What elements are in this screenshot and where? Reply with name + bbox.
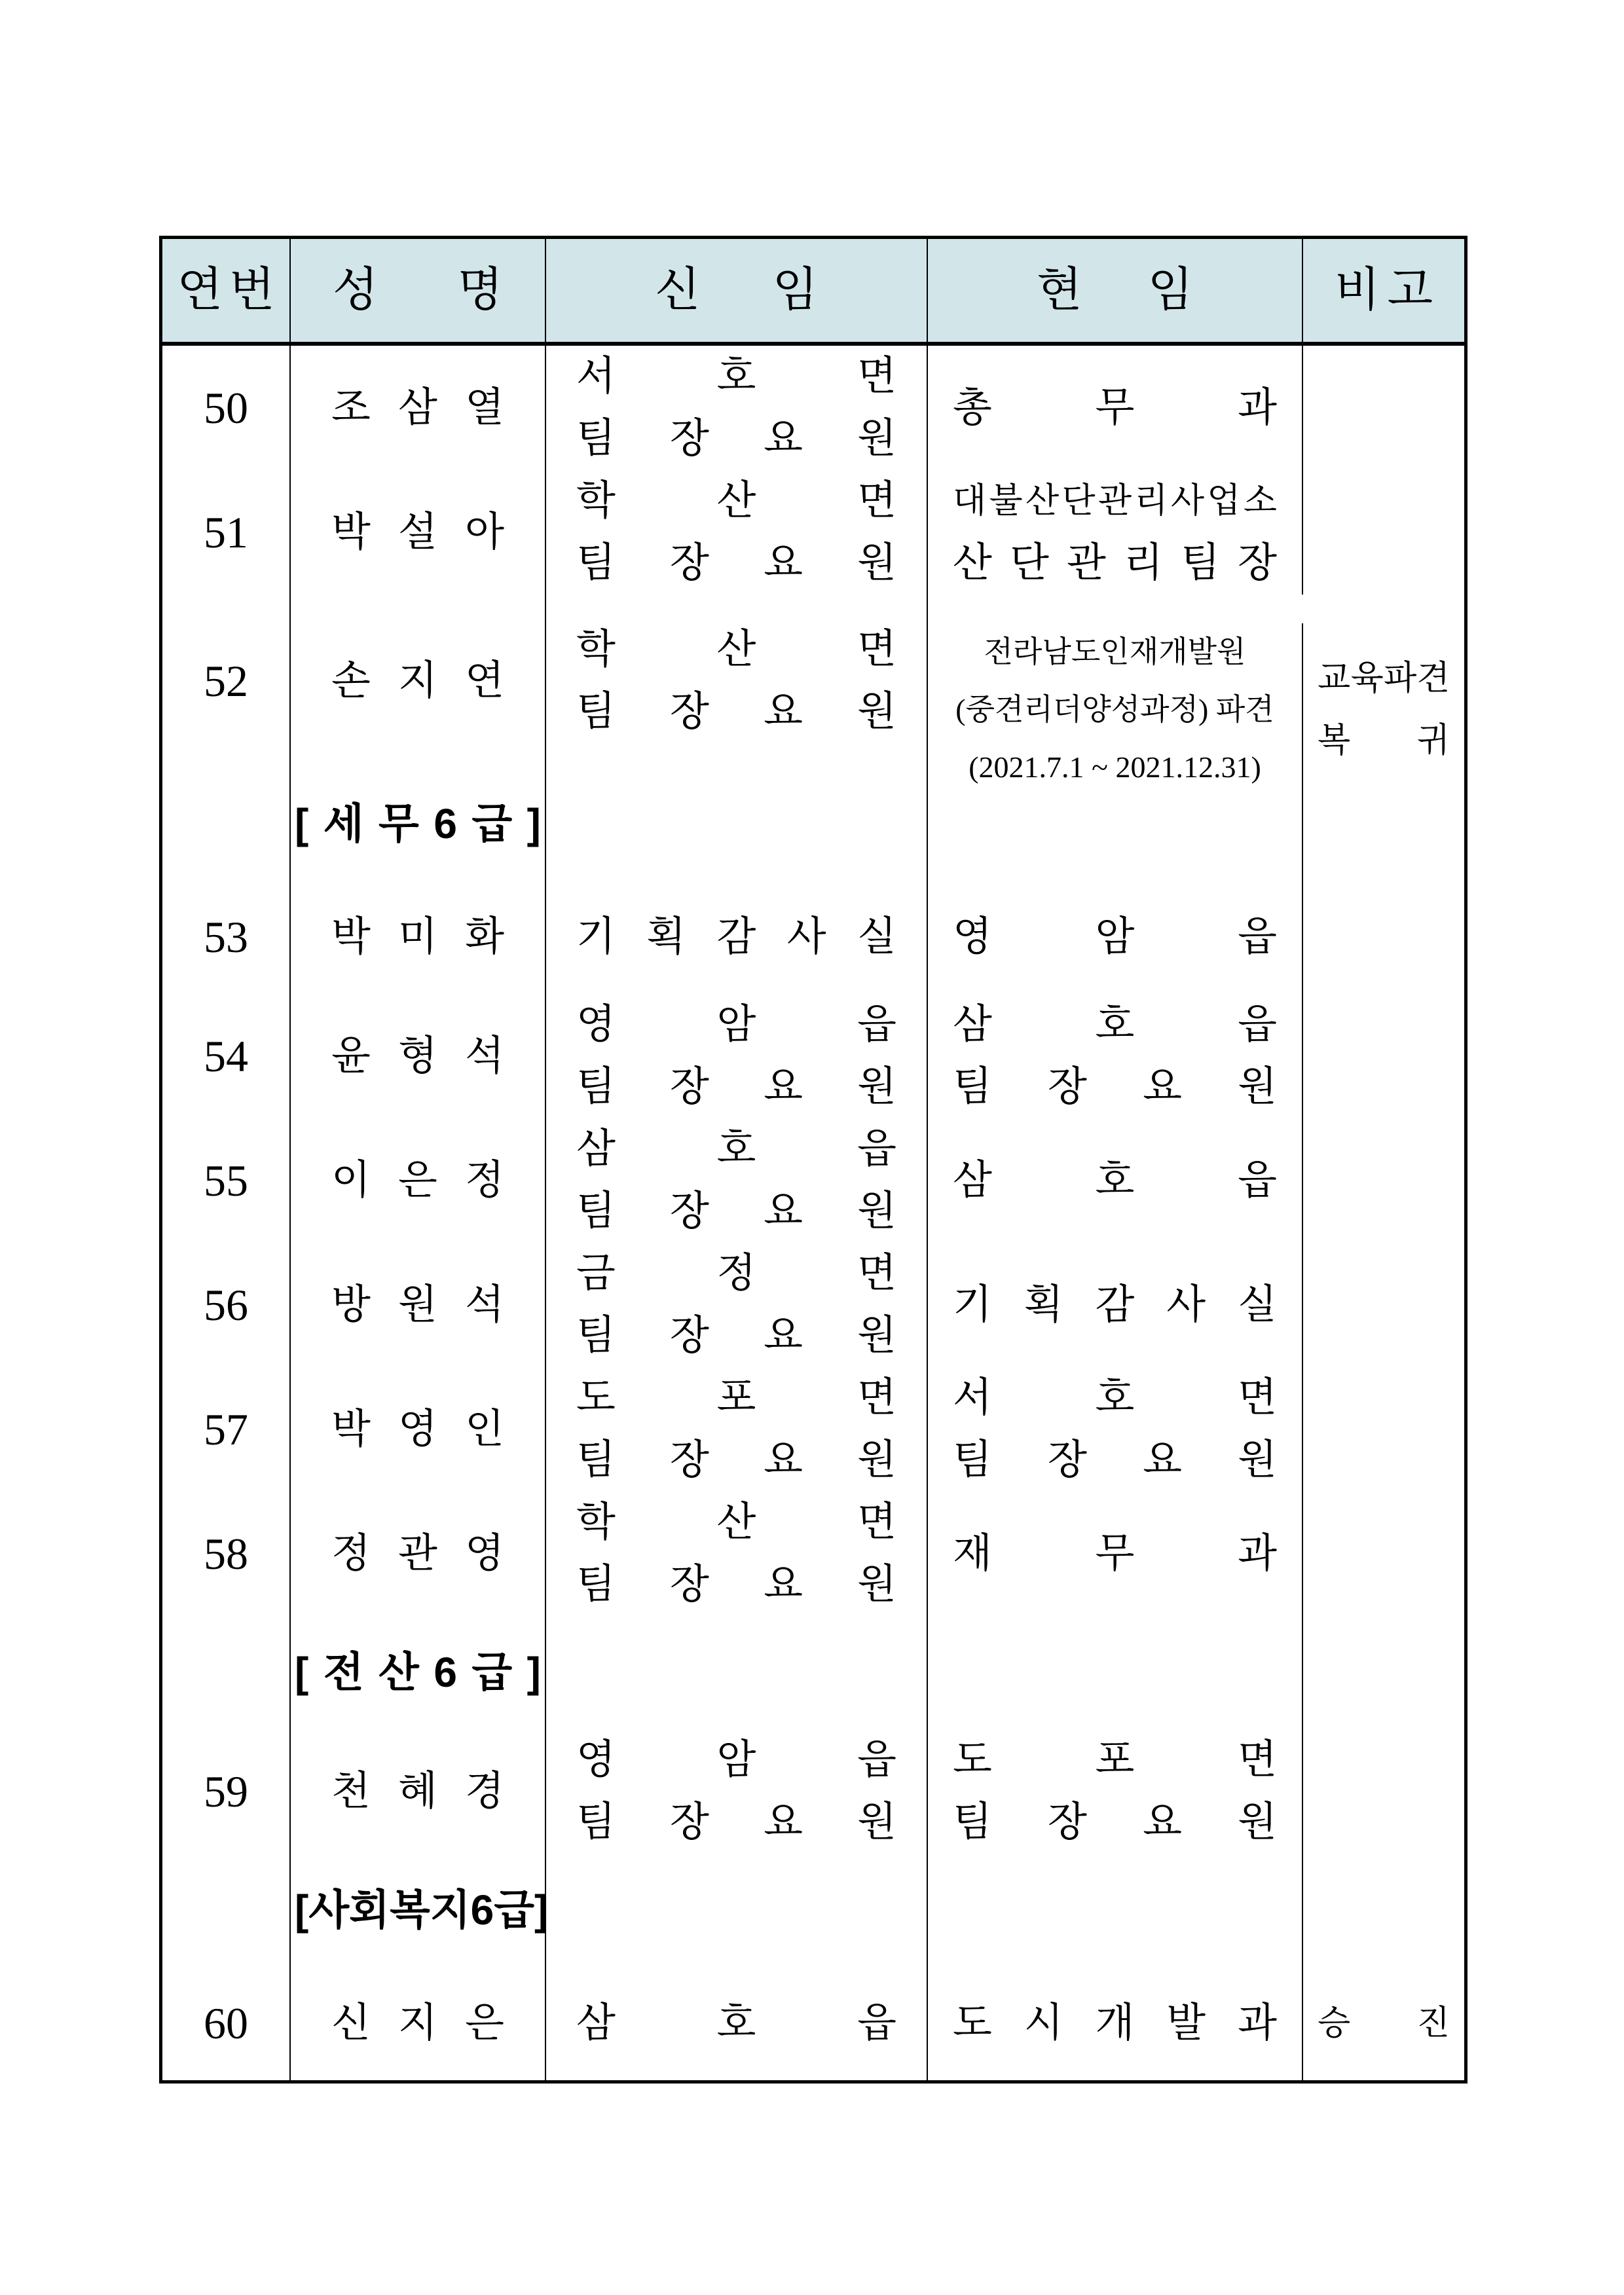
row-number: 54 <box>204 1031 248 1081</box>
cell-current-position <box>928 1243 1303 1367</box>
row-number: 50 <box>204 382 248 433</box>
cell-current-position <box>928 1967 1303 2080</box>
new-position-line: 학 산 면 <box>576 1500 896 1545</box>
new-position-line: 학 산 면 <box>576 479 896 523</box>
new-position-line: 기 획 감 사 실 <box>576 915 896 959</box>
cell-no <box>162 1729 291 1854</box>
section-label: [ 전 산 6 급 ] <box>295 1649 541 1696</box>
person-name: 박 미 화 <box>331 915 504 959</box>
person-name: 윤 형 석 <box>331 1033 504 1078</box>
cell-no <box>162 994 291 1118</box>
cell-name <box>291 767 546 881</box>
new-position-line: 서 호 면 <box>576 354 896 399</box>
header-cell-name <box>291 239 546 346</box>
cell-new-position <box>546 1854 928 1967</box>
new-position-line: 삼 호 읍 <box>576 2001 896 2046</box>
cell-current-position <box>928 1616 1303 1729</box>
person-name: 정 관 영 <box>331 1531 504 1576</box>
cell-note <box>1303 470 1464 595</box>
person-name: 이 은 정 <box>331 1158 504 1203</box>
new-position-line: 팀 장 요 원 <box>576 1065 896 1109</box>
current-position-line: 팀 장 요 원 <box>953 1438 1277 1482</box>
cell-name <box>291 881 546 994</box>
cell-current-position <box>928 623 1303 796</box>
cell-note <box>1303 1967 1464 2080</box>
new-position-line: 학 산 면 <box>576 627 896 672</box>
current-position-line: 산 단 관 리 팀 장 <box>953 541 1277 585</box>
current-position-line: 도 시 개 발 과 <box>953 2001 1277 2046</box>
row-number: 58 <box>204 1528 248 1579</box>
person-name: 박 설 아 <box>331 509 504 555</box>
new-position-line: 금 정 면 <box>576 1251 896 1296</box>
new-position-line: 영 암 읍 <box>576 1002 896 1047</box>
current-position-line: (2021.7.1 ~ 2021.12.31) <box>969 750 1261 784</box>
cell-current-position <box>928 1854 1303 1967</box>
cell-new-position <box>546 1243 928 1367</box>
cell-current-position <box>928 881 1303 994</box>
cell-current-position <box>928 994 1303 1118</box>
new-position-line: 영 암 읍 <box>576 1738 896 1782</box>
current-position-line: (중견리더양성과정) 파견 <box>955 693 1274 726</box>
cell-no <box>162 767 291 881</box>
row-number: 55 <box>204 1155 248 1205</box>
current-position-line: 도 포 면 <box>953 1738 1277 1782</box>
new-position-line: 도 포 면 <box>576 1376 896 1420</box>
new-position-line: 팀 장 요 원 <box>576 1438 896 1482</box>
cell-note <box>1303 881 1464 994</box>
cell-name <box>291 470 546 595</box>
header-cell-no <box>162 239 291 346</box>
current-position-line: 총 무 과 <box>953 385 1277 430</box>
cell-no <box>162 1616 291 1729</box>
cell-no <box>162 470 291 595</box>
cell-current-position <box>928 470 1303 595</box>
row-number: 51 <box>204 507 248 557</box>
person-name: 박 영 인 <box>331 1406 504 1452</box>
cell-note <box>1303 346 1464 470</box>
person-name: 방 원 석 <box>331 1282 504 1327</box>
person-name: 손 지 연 <box>331 658 504 703</box>
current-position-line: 팀 장 요 원 <box>953 1800 1277 1845</box>
current-position-line: 전라남도인재개발원 <box>984 635 1246 669</box>
new-position-line: 팀 장 요 원 <box>576 1313 896 1358</box>
cell-name <box>291 1616 546 1729</box>
note-line: 교 육 파 견 <box>1318 660 1450 697</box>
row-number: 59 <box>204 1766 248 1816</box>
header-cell-new-position <box>546 239 928 346</box>
current-position-line: 대 불 산 단 관 리 사 업 소 <box>953 482 1277 520</box>
cell-no <box>162 1118 291 1243</box>
cell-note <box>1303 1729 1464 1854</box>
header-label-no: 연 번 <box>177 264 275 316</box>
cell-new-position <box>546 1118 928 1243</box>
note-line: 승 진 <box>1318 2005 1450 2042</box>
cell-current-position <box>928 346 1303 470</box>
current-position-line: 영 암 읍 <box>953 915 1277 959</box>
current-position-line: 삼 호 읍 <box>953 1158 1277 1203</box>
cell-name <box>291 994 546 1118</box>
row-number: 57 <box>204 1404 248 1454</box>
section-label: [ 사 회 복 지 6 급 ] <box>295 1886 549 1934</box>
new-position-line: 팀 장 요 원 <box>576 541 896 585</box>
cell-new-position <box>546 346 928 470</box>
cell-new-position <box>546 881 928 994</box>
new-position-line: 팀 장 요 원 <box>576 1562 896 1607</box>
cell-note <box>1303 1243 1464 1367</box>
person-name: 신 지 은 <box>331 2001 504 2046</box>
cell-no <box>162 1492 291 1616</box>
cell-current-position <box>928 1492 1303 1616</box>
cell-name <box>291 1243 546 1367</box>
cell-new-position <box>546 1492 928 1616</box>
section-label: [ 세 무 6 급 ] <box>295 800 541 847</box>
cell-no <box>162 595 291 767</box>
cell-new-position <box>546 470 928 595</box>
cell-note <box>1303 1118 1464 1243</box>
cell-current-position <box>928 1118 1303 1243</box>
cell-no <box>162 881 291 994</box>
new-position-line: 팀 장 요 원 <box>576 1800 896 1845</box>
person-name: 천 혜 경 <box>331 1769 504 1814</box>
cell-name <box>291 1367 546 1492</box>
header-label-current-position: 현 임 <box>1037 264 1193 316</box>
current-position-line: 팀 장 요 원 <box>953 1065 1277 1109</box>
header-label-note: 비 고 <box>1335 264 1433 316</box>
cell-new-position <box>546 1729 928 1854</box>
cell-name <box>291 1967 546 2080</box>
cell-name <box>291 595 546 767</box>
header-cell-note <box>1303 239 1464 346</box>
cell-new-position <box>546 595 928 767</box>
person-name: 조 삼 열 <box>331 385 504 430</box>
row-number: 53 <box>204 912 248 962</box>
cell-no <box>162 1243 291 1367</box>
cell-note <box>1303 623 1464 796</box>
header-label-new-position: 신 임 <box>655 264 818 316</box>
current-position-line: 서 호 면 <box>953 1376 1277 1420</box>
cell-note <box>1303 1854 1464 1967</box>
current-position-line: 기 획 감 사 실 <box>953 1282 1277 1327</box>
cell-new-position <box>546 1967 928 2080</box>
cell-note <box>1303 1367 1464 1492</box>
new-position-line: 삼 호 읍 <box>576 1127 896 1171</box>
header-cell-current-position <box>928 239 1303 346</box>
cell-name <box>291 1118 546 1243</box>
cell-note <box>1303 1616 1464 1729</box>
new-position-line: 팀 장 요 원 <box>576 1189 896 1234</box>
note-line: 복 귀 <box>1318 722 1450 760</box>
cell-new-position <box>546 1616 928 1729</box>
cell-new-position <box>546 767 928 881</box>
cell-name <box>291 346 546 470</box>
current-position-line: 재 무 과 <box>953 1531 1277 1576</box>
cell-name <box>291 1492 546 1616</box>
new-position-line: 팀 장 요 원 <box>576 416 896 461</box>
cell-no <box>162 1967 291 2080</box>
cell-name <box>291 1854 549 1967</box>
new-position-line: 팀 장 요 원 <box>576 689 896 734</box>
cell-no <box>162 1367 291 1492</box>
row-number: 56 <box>204 1279 248 1330</box>
row-number: 52 <box>204 655 248 706</box>
cell-note <box>1303 1492 1464 1616</box>
cell-new-position <box>546 994 928 1118</box>
row-number: 60 <box>204 1998 248 2048</box>
cell-current-position <box>928 1729 1303 1854</box>
current-position-line: 삼 호 읍 <box>953 1002 1277 1047</box>
personnel-table <box>159 236 1467 2084</box>
cell-note <box>1303 994 1464 1118</box>
cell-no <box>162 346 291 470</box>
cell-new-position <box>546 1367 928 1492</box>
cell-no <box>162 1854 291 1967</box>
cell-name <box>291 1729 546 1854</box>
cell-current-position <box>928 1367 1303 1492</box>
header-label-name: 성 명 <box>333 264 503 316</box>
